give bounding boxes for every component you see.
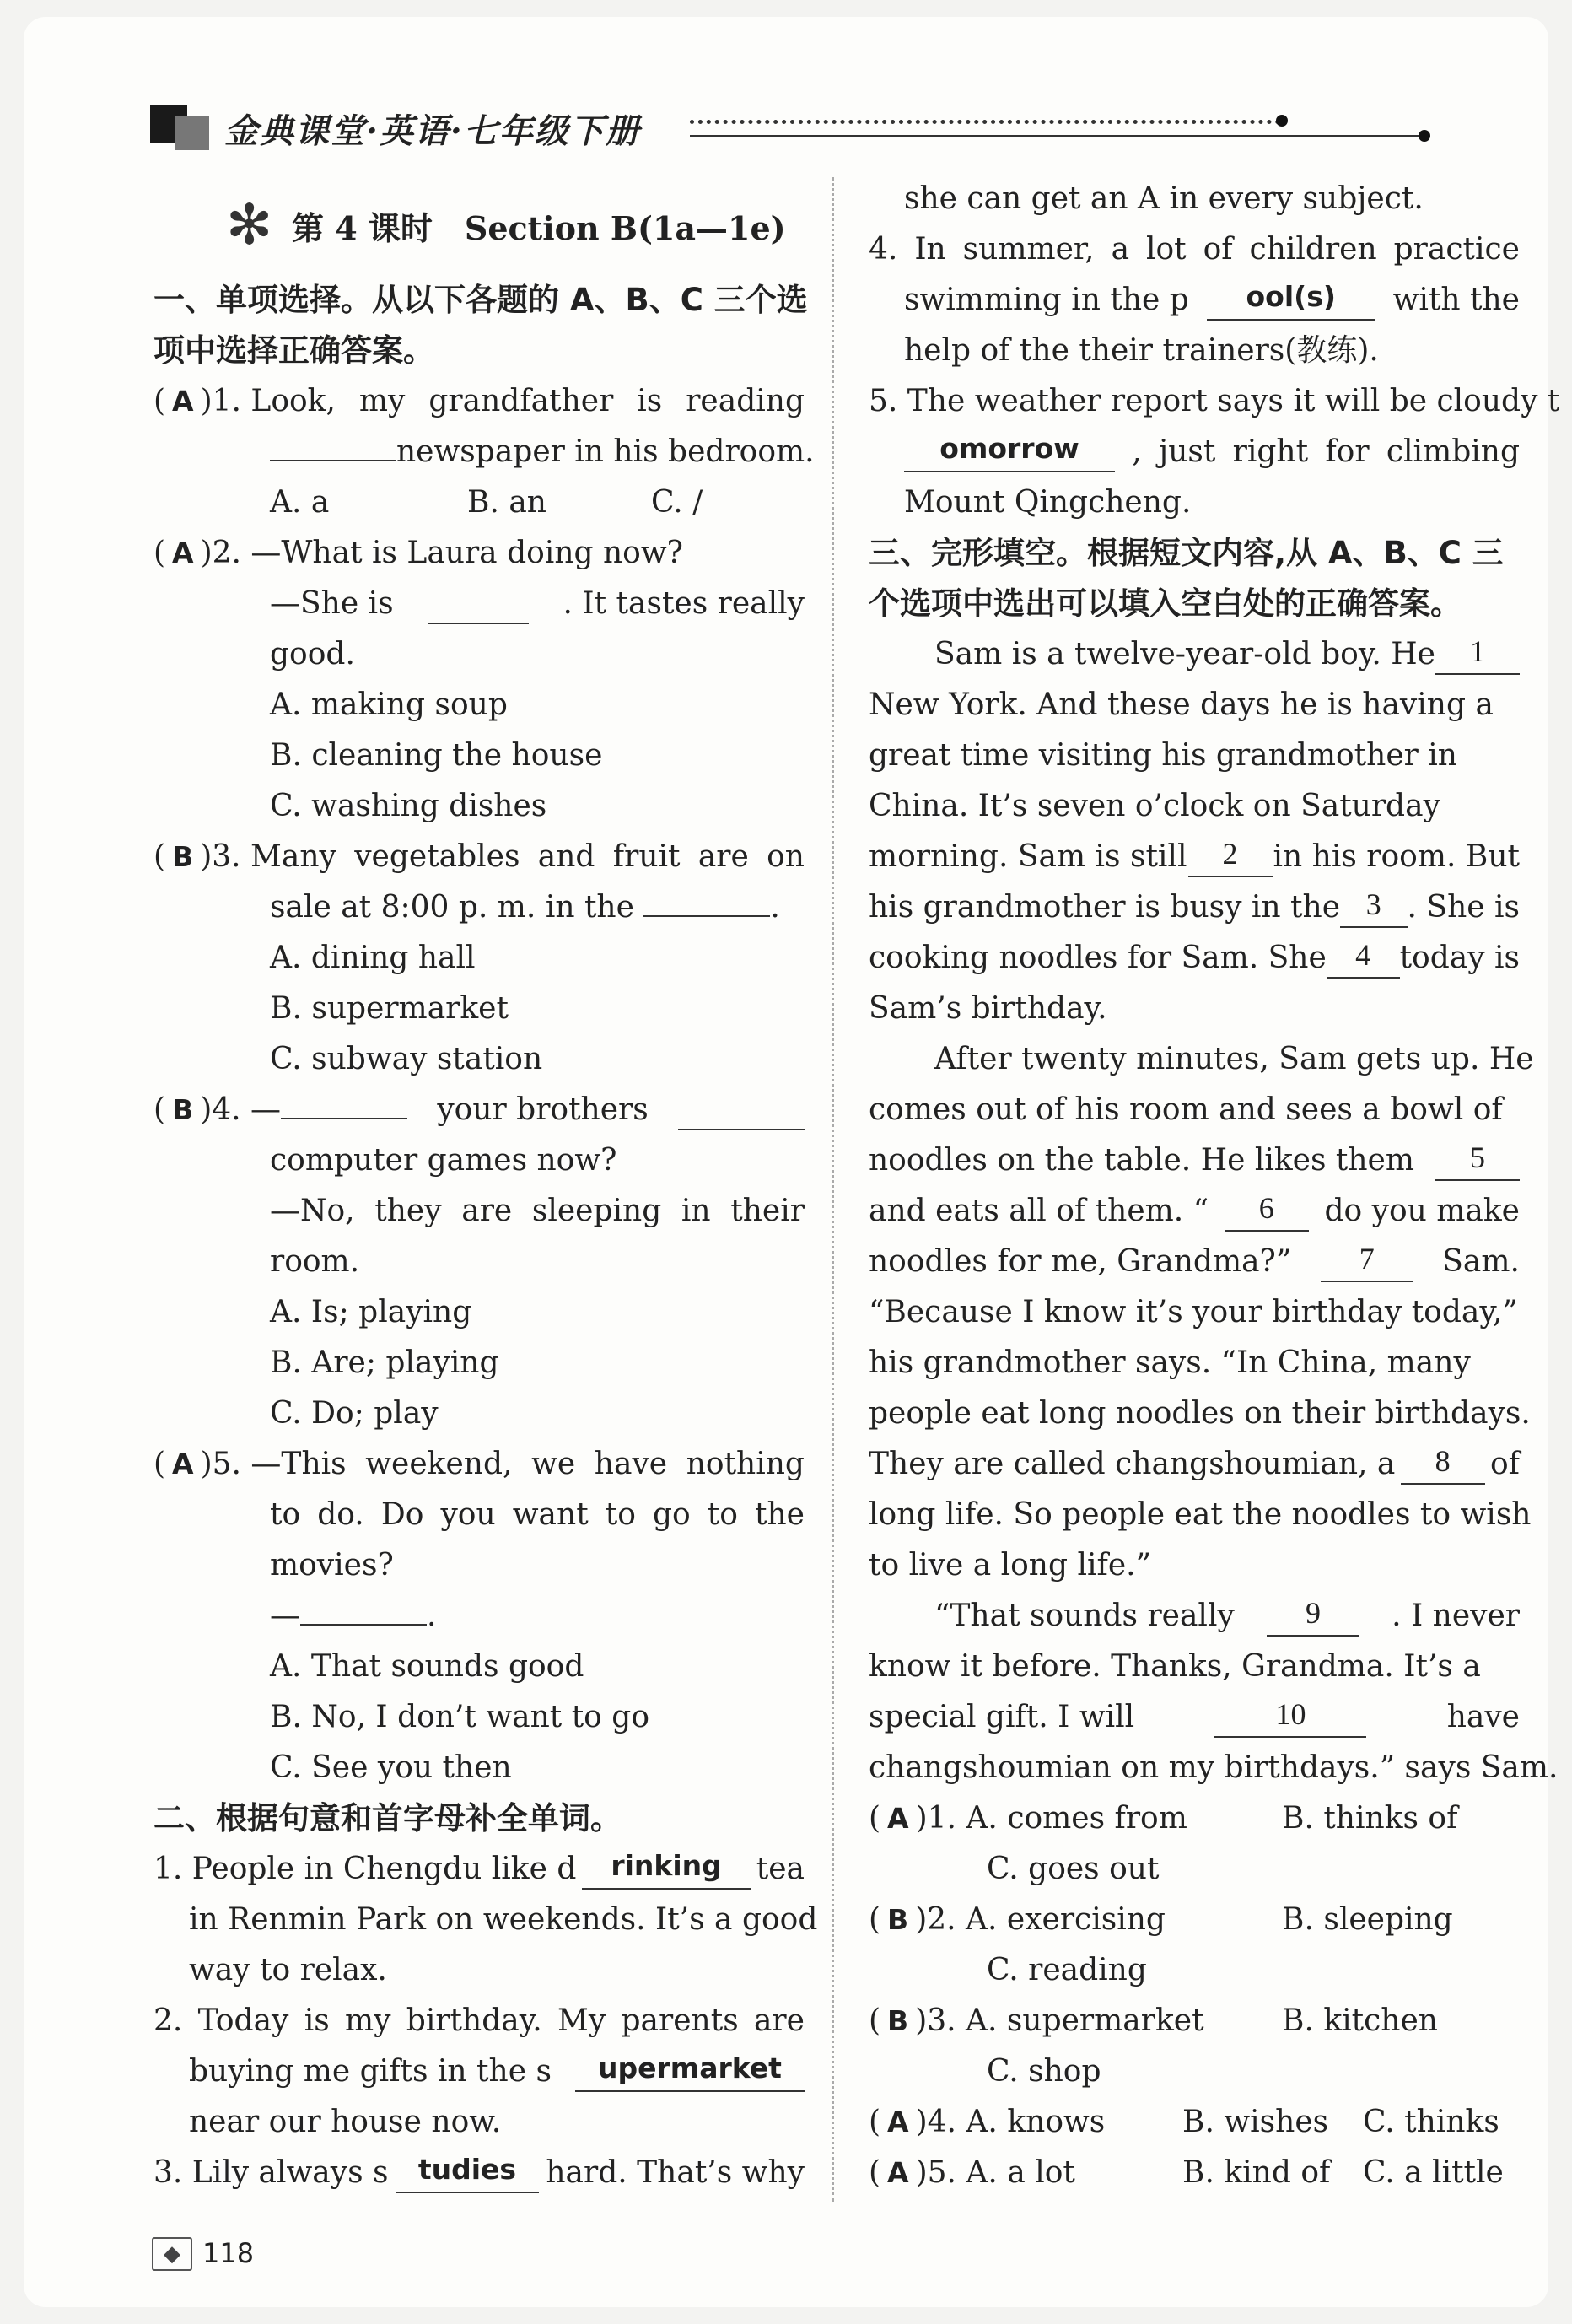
s1-q5-option-a: A. That sounds good	[270, 1649, 584, 1684]
s2-q5-line2: omorrow , just right for climbing	[904, 432, 1520, 472]
passage-p2-line6: “Because I know it’s your birthday today,”	[869, 1295, 1518, 1329]
s1-q3-option-b: B. supermarket	[270, 991, 509, 1026]
s1-q4-answer: B	[172, 1093, 194, 1126]
s2-q2-line3: near our house now.	[189, 2105, 502, 2139]
passage-p3-line1: “That sounds really 9 . I never	[934, 1596, 1520, 1637]
s2-q5-line1: 5. The weather report says it will be cloudy t	[869, 384, 1560, 418]
cloze-q4-answer: A	[887, 2106, 909, 2138]
cloze-blank-7[interactable]: 7	[1321, 1242, 1413, 1282]
s1-q1-line2: newspaper in his bedroom.	[270, 432, 815, 472]
header-dotted-rule	[690, 120, 1280, 124]
s2-q3-line2: she can get an A in every subject.	[904, 181, 1424, 216]
s1-q5-option-c: C. See you then	[270, 1750, 512, 1785]
s1-q3-option-c: C. subway station	[270, 1042, 543, 1076]
s2-q2-answer-blank[interactable]: upermarket	[575, 2052, 805, 2092]
s1-q1-option-b: B. an	[467, 485, 546, 520]
s2-q4-line1: 4. In summer, a lot of children practice	[869, 232, 1520, 267]
cloze-q3-option-c: C. shop	[987, 2054, 1101, 2089]
answer-blank[interactable]	[428, 584, 529, 624]
s2-q1-line3: way to relax.	[189, 1953, 387, 1987]
passage-p2-line8: people eat long noodles on their birthdays.	[869, 1396, 1531, 1431]
header-dot	[1419, 130, 1430, 142]
answer-blank[interactable]	[281, 1118, 407, 1119]
cloze-blank-3[interactable]: 3	[1340, 887, 1408, 928]
s2-q1-line2: in Renmin Park on weekends. It’s a good	[189, 1902, 818, 1937]
s2-q1-line1: 1. People in Chengdu like d rinking tea	[153, 1849, 805, 1890]
s1-q1-option-a: A. a	[270, 485, 330, 520]
passage-p2-line10: long life. So people eat the noodles to wish	[869, 1497, 1532, 1532]
star-icon: ✻	[226, 192, 273, 257]
passage-p1-line4: China. It’s seven o’clock on Saturday	[869, 789, 1440, 823]
s1-q1-option-c: C. /	[651, 485, 703, 520]
passage-p2-line2: comes out of his room and sees a bowl of	[869, 1092, 1503, 1127]
cloze-q5: ( A )5. A. a lot	[869, 2155, 1075, 2190]
s1-q4-line4: room.	[270, 1244, 360, 1279]
s2-q3-answer-blank[interactable]: tudies	[396, 2153, 539, 2193]
s2-q4-line2: swimming in the p ool(s) with the	[904, 280, 1520, 321]
s1-q2-line2: —She is . It tastes really	[270, 584, 805, 624]
s2-q3-line1: 3. Lily always s tudies hard. That’s why	[153, 2153, 805, 2193]
s2-q2-line1: 2. Today is my birthday. My parents are	[153, 2003, 805, 2038]
s1-q2-option-a: A. making soup	[270, 687, 508, 722]
s1-q5-line3: movies?	[270, 1548, 394, 1583]
s2-q2-line2: buying me gifts in the s upermarket	[189, 2052, 805, 2092]
cloze-blank-8[interactable]: 8	[1401, 1444, 1485, 1485]
section1-title-cont: 项中选择正确答案。	[153, 332, 434, 369]
cloze-q1-option-b: B. thinks of	[1282, 1801, 1458, 1836]
passage-p2-line5: noodles for me, Grandma?” 7 Sam.	[869, 1242, 1520, 1282]
passage-p2-line4: and eats all of them. “ 6 do you make	[869, 1191, 1520, 1232]
column-divider	[832, 177, 834, 2202]
passage-p2-line3: noodles on the table. He likes them 5	[869, 1140, 1520, 1181]
passage-p2-line9: They are called changshoumian, a 8 of	[869, 1444, 1520, 1485]
page-number: 118	[202, 2237, 255, 2269]
s1-q3-line2: sale at 8:00 p. m. in the .	[270, 890, 780, 925]
header-rule	[690, 135, 1424, 137]
workbook-page	[24, 17, 1560, 2307]
s1-q3-answer: B	[172, 840, 194, 873]
answer-blank[interactable]	[270, 460, 396, 461]
cloze-q3-option-b: B. kitchen	[1282, 2003, 1438, 2038]
passage-p2-line1: After twenty minutes, Sam gets up. He	[934, 1042, 1534, 1076]
s1-q3-option-a: A. dining hall	[270, 941, 476, 975]
s1-q5-answer: A	[172, 1448, 194, 1480]
s1-q5-option-b: B. No, I don’t want to go	[270, 1700, 649, 1734]
s1-q3-line1: ( B )3. Many vegetables and fruit are on	[153, 839, 805, 874]
passage-p3-line3: special gift. I will 10 have	[869, 1697, 1520, 1738]
cloze-q2: ( B )2. A. exercising	[869, 1902, 1166, 1937]
s1-q1-line1: ( A )1. Look, my grandfather is reading	[153, 384, 805, 418]
s1-q2-line3: good.	[270, 637, 355, 671]
s1-q2-answer: A	[172, 537, 194, 569]
cloze-blank-5[interactable]: 5	[1435, 1140, 1520, 1181]
s1-q4-line1: ( B )4. — your brothers	[153, 1090, 805, 1130]
answer-blank[interactable]	[678, 1090, 805, 1130]
s1-q4-option-a: A. Is; playing	[270, 1295, 472, 1329]
cloze-q3-answer: B	[887, 2004, 909, 2037]
passage-p2-line7: his grandmother says. “In China, many	[869, 1345, 1471, 1380]
s1-q2-option-b: B. cleaning the house	[270, 738, 603, 773]
passage-p1-line3: great time visiting his grandmother in	[869, 738, 1457, 773]
lesson-title: 第 4 课时 Section B(1a—1e)	[292, 209, 786, 247]
cloze-blank-4[interactable]: 4	[1327, 938, 1400, 979]
cloze-q2-option-c: C. reading	[987, 1953, 1147, 1987]
passage-p1-line7: cooking noodles for Sam. She 4 today is	[869, 938, 1520, 979]
cloze-blank-10[interactable]: 10	[1214, 1697, 1366, 1738]
passage-p1-line6: his grandmother is busy in the 3 . She is	[869, 887, 1520, 928]
s1-q2-option-c: C. washing dishes	[270, 789, 547, 823]
cloze-blank-1[interactable]: 1	[1435, 634, 1520, 675]
cloze-q1-option-c: C. goes out	[987, 1852, 1160, 1886]
cloze-q4: ( A )4. A. knows	[869, 2105, 1106, 2139]
passage-p1-line1: Sam is a twelve-year-old boy. He 1	[934, 634, 1520, 675]
cloze-q1: ( A )1. A. comes from	[869, 1801, 1187, 1836]
s2-q4-answer-blank[interactable]: ool(s)	[1207, 280, 1376, 321]
answer-blank[interactable]	[643, 915, 770, 917]
s1-q2-line1: ( A )2. —What is Laura doing now?	[153, 536, 683, 570]
cloze-blank-2[interactable]: 2	[1188, 837, 1273, 877]
cloze-q2-option-b: B. sleeping	[1282, 1902, 1453, 1937]
cloze-q4-option-c: C. thinks	[1363, 2105, 1499, 2139]
s1-q4-line3: —No, they are sleeping in their	[270, 1194, 805, 1228]
section3-title-cont: 个选项中选出可以填入空白处的正确答案。	[869, 585, 1462, 622]
s1-q1-answer: A	[172, 385, 194, 418]
passage-p1-line2: New York. And these days he is having a	[869, 687, 1494, 722]
s1-q5-line1: ( A )5. —This weekend, we have nothing	[153, 1447, 805, 1481]
cloze-blank-9[interactable]: 9	[1267, 1596, 1359, 1637]
s1-q5-line2: to do. Do you want to go to the	[270, 1497, 805, 1532]
s2-q5-answer-blank[interactable]: omorrow	[904, 432, 1115, 472]
s2-q1-answer-blank[interactable]: rinking	[582, 1849, 751, 1890]
book-title: 金典课堂·英语·七年级下册	[224, 111, 641, 151]
s1-q4-option-b: B. Are; playing	[270, 1345, 499, 1380]
passage-p3-line4: changshoumian on my birthdays.” says Sam.	[869, 1750, 1559, 1785]
s2-q4-line3: help of the their trainers(教练).	[904, 333, 1379, 368]
header-block-icon	[175, 116, 209, 150]
section2-title: 二、根据句意和首字母补全单词。	[153, 1800, 622, 1836]
cloze-q3: ( B )3. A. supermarket	[869, 2003, 1204, 2038]
passage-p1-line8: Sam’s birthday.	[869, 991, 1107, 1026]
s1-q4-line2: computer games now?	[270, 1143, 617, 1178]
s1-q4-option-c: C. Do; play	[270, 1396, 439, 1431]
section3-title: 三、完形填空。根据短文内容,从 A、B、C 三	[869, 535, 1504, 571]
diamond-icon: ◆	[152, 2237, 192, 2271]
cloze-q2-answer: B	[887, 1903, 909, 1936]
cloze-blank-6[interactable]: 6	[1225, 1191, 1309, 1232]
passage-p1-line5: morning. Sam is still 2 in his room. But	[869, 837, 1520, 877]
passage-p3-line2: know it before. Thanks, Grandma. It’s a	[869, 1649, 1481, 1684]
answer-blank[interactable]	[300, 1624, 427, 1626]
s1-q5-line4: — .	[270, 1599, 437, 1633]
header-dot	[1276, 115, 1288, 127]
s2-q5-line3: Mount Qingcheng.	[904, 485, 1192, 520]
section1-title: 一、单项选择。从以下各题的 A、B、C 三个选	[153, 282, 808, 318]
cloze-q4-option-b: B. wishes	[1182, 2105, 1329, 2139]
cloze-q1-answer: A	[887, 1802, 909, 1835]
cloze-q5-answer: A	[887, 2156, 909, 2189]
cloze-q5-option-b: B. kind of	[1182, 2155, 1331, 2190]
cloze-q5-option-c: C. a little	[1363, 2155, 1504, 2190]
passage-p2-line11: to live a long life.”	[869, 1548, 1151, 1583]
